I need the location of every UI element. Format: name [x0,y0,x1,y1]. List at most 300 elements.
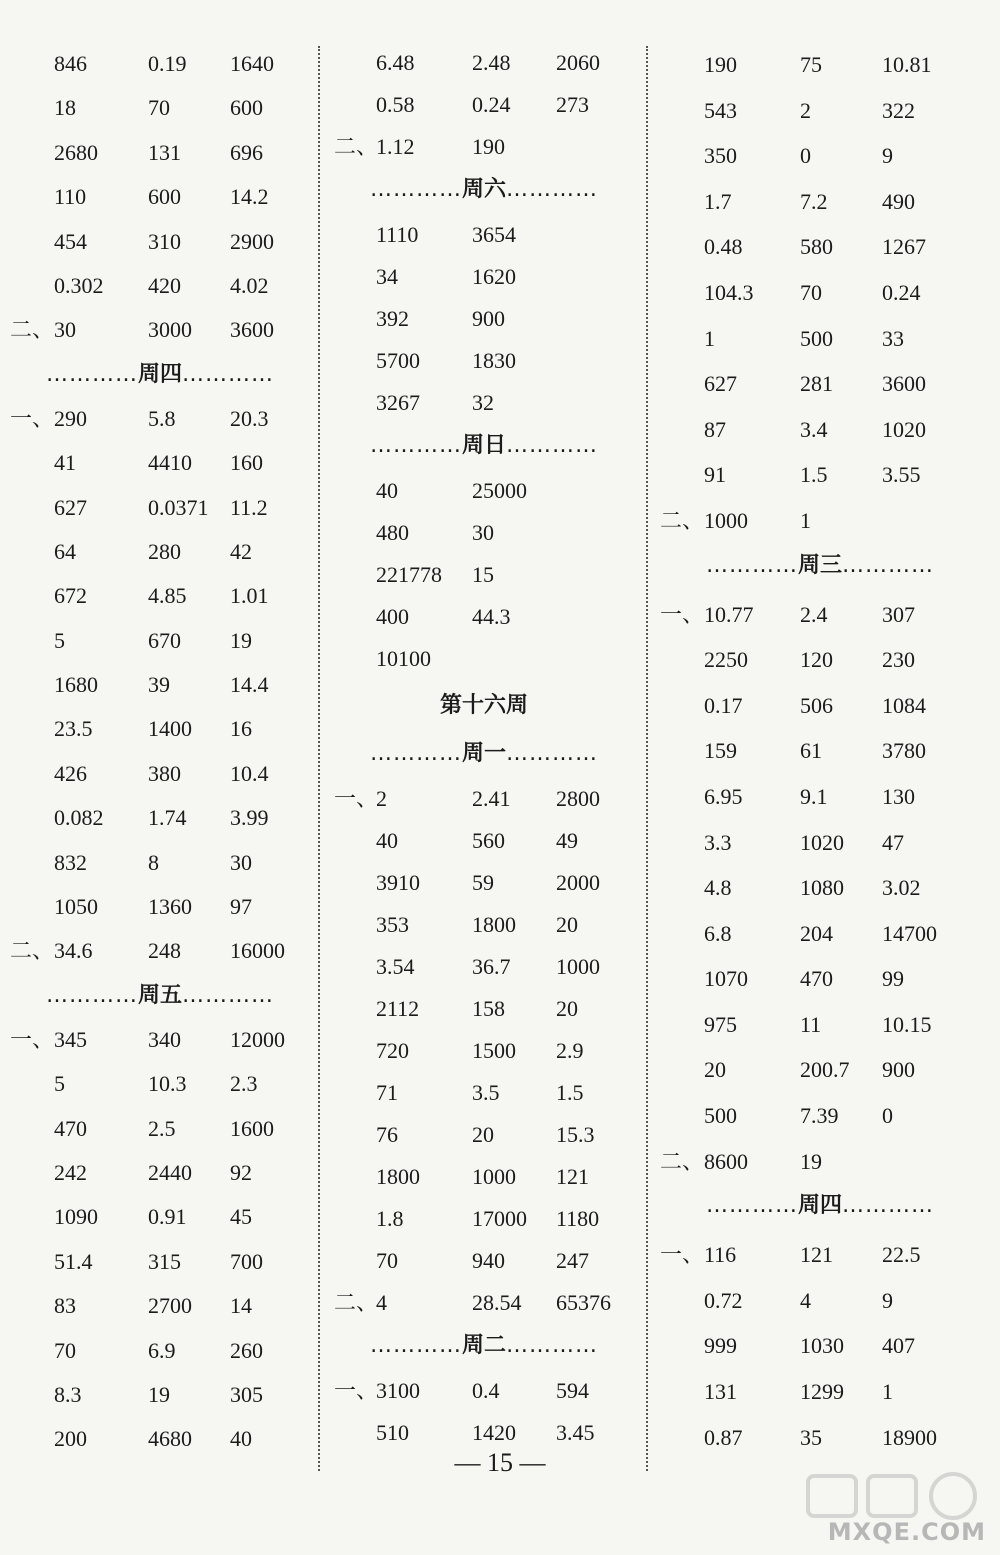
answer-value: 25000 [472,478,527,503]
answer-value: 3267 [376,390,420,415]
answer-value: 0.58 [376,92,415,117]
answer-row [660,88,980,134]
answer-value: 380 [148,760,181,786]
answer-value: 3.55 [882,462,921,488]
answer-value: 200.7 [800,1057,850,1083]
answer-value: 5 [54,627,65,653]
dotted-leader: ………… [369,177,462,202]
answer-value: 91 [704,462,726,488]
answer-value: 940 [472,1248,505,1273]
answer-value: 260 [230,1337,263,1363]
answer-value: 322 [882,97,915,123]
question-number: 一、 [334,786,379,811]
answer-value: 0.17 [704,692,743,718]
answer-value: 0 [882,1103,893,1129]
answer-value: 10100 [376,646,431,671]
answer-value: 16 [230,716,252,742]
answer-value: 160 [230,450,263,476]
column-divider-2 [646,46,648,1471]
answer-row [334,904,634,946]
answer-value: 0 [800,143,811,169]
answer-value: 1360 [148,894,192,920]
answer-value: 7.39 [800,1103,839,1129]
answer-row [660,1139,980,1185]
answer-value: 131 [704,1379,737,1405]
answer-value: 190 [472,134,505,159]
answer-value: 121 [556,1164,589,1189]
answer-value: 2.3 [230,1071,258,1097]
answer-row [660,498,980,544]
answer-value: 35 [800,1424,822,1450]
day-heading-label: 周四 [137,361,182,387]
answer-value: 627 [704,371,737,397]
question-number: 二、 [10,938,55,964]
answer-row [660,911,980,957]
day-heading [334,168,634,214]
answer-value: 2900 [230,228,274,254]
answer-value: 696 [230,139,263,165]
answer-value: 700 [230,1248,263,1274]
day-heading-label: 周一 [461,741,506,766]
answer-row [10,752,310,796]
answer-value: 400 [376,604,409,629]
answer-row [660,592,980,638]
answer-value: 1020 [882,416,926,442]
answer-value: 1800 [376,1164,420,1189]
dotted-leader: ………… [182,982,274,1008]
answer-value: 3654 [472,222,516,247]
answer-value: 248 [148,938,181,964]
answer-row [10,1195,310,1239]
answer-value: 454 [54,228,87,254]
answer-value: 510 [376,1420,409,1445]
answer-value: 1.12 [376,134,415,159]
answer-value: 420 [148,272,181,298]
answer-row [334,778,634,820]
dotted-leader: ………… [45,361,138,387]
answer-value: 2.9 [556,1038,584,1063]
dotted-leader: ………… [842,552,934,578]
answer-value: 30 [230,849,252,875]
answer-value: 64 [54,538,76,564]
answer-value: 3910 [376,870,420,895]
answer-value: 1000 [472,1164,516,1189]
answer-value: 0.19 [148,51,187,76]
answer-value: 15 [472,562,494,587]
answer-row [334,820,634,862]
answer-value: 1084 [882,692,926,718]
answer-row [334,298,634,340]
answer-value: 470 [54,1115,87,1141]
answer-row [660,407,980,453]
answer-value: 543 [704,97,737,123]
answer-value: 42 [230,538,252,564]
dotted-leader: ………… [506,741,598,766]
answer-value: 1620 [472,264,516,289]
answer-value: 5 [54,1071,65,1097]
answer-value: 273 [556,92,589,117]
answer-value: 5.8 [148,405,176,431]
answer-value: 7.2 [800,188,828,214]
answer-value: 975 [704,1011,737,1037]
answer-value: 59 [472,870,494,895]
answer-value: 8600 [704,1148,748,1174]
answer-value: 1.74 [148,805,187,831]
answer-row [660,865,980,911]
answer-value: 4 [376,1290,387,1315]
answer-value: 30 [54,317,76,343]
answer-value: 0.24 [882,279,921,305]
answer-row [334,1072,634,1114]
answer-value: 1030 [800,1333,844,1359]
answer-row [660,774,980,820]
answer-row [10,707,310,751]
answer-value: 506 [800,692,833,718]
answer-value: 1020 [800,829,844,855]
answer-value: 281 [800,371,833,397]
answer-row [10,885,310,929]
answer-value: 345 [54,1026,87,1052]
answer-value: 2.5 [148,1115,176,1141]
day-heading [334,732,634,778]
answer-row [334,382,634,424]
answer-row [334,596,634,638]
dotted-leader: ………… [705,1193,798,1219]
answer-value: 2112 [376,996,420,1021]
answer-row [10,1018,310,1062]
answer-value: 4.02 [230,272,269,298]
answer-row [334,340,634,382]
dotted-leader: ………… [369,1333,462,1358]
answer-row [660,1002,980,1048]
answer-value: 11.2 [230,494,268,520]
answer-row [334,1114,634,1156]
answer-value: 40 [376,478,398,503]
answer-value: 9.1 [800,783,828,809]
answer-value: 1000 [556,954,600,979]
answer-value: 1 [800,507,811,533]
answer-row [10,841,310,885]
answer-value: 1.8 [376,1206,404,1231]
answer-row [660,1093,980,1139]
answer-row [660,42,980,88]
answer-value: 41 [54,450,76,476]
answer-value: 1.5 [800,462,828,488]
answer-value: 3.02 [882,875,921,901]
question-number: 二、 [334,134,379,159]
question-number: 一、 [10,1026,55,1052]
answer-value: 47 [882,829,904,855]
answer-value: 3600 [882,371,926,397]
dotted-leader: ………… [45,982,138,1008]
day-heading [660,544,980,592]
answer-value: 1080 [800,875,844,901]
answer-value: 407 [882,1333,915,1359]
answer-column-right [660,42,980,1460]
answer-row [660,361,980,407]
answer-column-middle [334,42,634,1454]
answer-value: 2800 [556,786,600,811]
answer-value: 353 [376,912,409,937]
answer-row [334,126,634,168]
answer-row [660,820,980,866]
answer-value: 87 [704,416,726,442]
answer-value: 11 [800,1011,822,1037]
answer-value: 1.5 [556,1080,584,1105]
answer-value: 32 [472,390,494,415]
answer-value: 0.24 [472,92,511,117]
answer-row [334,214,634,256]
answer-value: 204 [800,920,833,946]
answer-row [10,1329,310,1373]
day-heading [10,353,310,397]
answer-value: 20.3 [230,405,269,431]
answer-row [334,638,634,680]
answer-row [10,220,310,264]
answer-value: 18 [54,95,76,121]
day-heading [10,974,310,1018]
answer-row [660,224,980,270]
answer-row [660,316,980,362]
answer-value: 1400 [148,716,192,742]
answer-value: 280 [148,538,181,564]
answer-value: 426 [54,760,87,786]
answer-value: 4410 [148,450,192,476]
answer-row [10,1373,310,1417]
answer-value: 121 [800,1242,833,1268]
answer-value: 1680 [54,672,98,698]
answer-row [10,1062,310,1106]
answer-value: 70 [800,279,822,305]
dotted-leader: ………… [506,1333,598,1358]
answer-value: 20 [472,1122,494,1147]
answer-value: 97 [230,894,252,920]
answer-value: 61 [800,738,822,764]
answer-value: 4.85 [148,583,187,609]
answer-row [334,1282,634,1324]
answer-value: 17000 [472,1206,527,1231]
answer-value: 10.4 [230,760,269,786]
answer-value: 3000 [148,317,192,343]
answer-value: 40 [230,1426,252,1452]
answer-value: 1180 [556,1206,600,1231]
answer-value: 470 [800,966,833,992]
answer-value: 2060 [556,50,600,75]
answer-value: 1640 [230,51,274,76]
answer-value: 6.95 [704,783,743,809]
question-number: 二、 [334,1290,379,1315]
answer-value: 1070 [704,966,748,992]
answer-value: 10.77 [704,601,754,627]
answer-value: 0.0371 [148,494,209,520]
answer-value: 310 [148,228,181,254]
answer-row [660,1369,980,1415]
dotted-leader: ………… [506,433,598,458]
answer-column-left [10,42,310,1462]
answer-value: 500 [800,325,833,351]
answer-value: 1.01 [230,583,269,609]
answer-row [10,441,310,485]
question-number: 二、 [660,1148,705,1174]
dotted-leader: ………… [842,1193,934,1219]
answer-value: 999 [704,1333,737,1359]
answer-value: 2000 [556,870,600,895]
dotted-leader: ………… [705,552,798,578]
answer-row [660,1232,980,1278]
answer-row [10,1151,310,1195]
answer-value: 1420 [472,1420,516,1445]
question-number: 一、 [10,405,55,431]
answer-value: 6.8 [704,920,732,946]
answer-row [10,86,310,130]
answer-value: 900 [472,306,505,331]
answer-value: 14 [230,1293,252,1319]
answer-row [334,1030,634,1072]
answer-value: 104.3 [704,279,754,305]
answer-row [10,574,310,618]
answer-value: 2.48 [472,50,511,75]
answer-value: 2 [800,97,811,123]
answer-value: 15.3 [556,1122,595,1147]
answer-value: 19 [800,1148,822,1174]
answer-value: 3.99 [230,805,269,831]
answer-value: 18900 [882,1424,937,1450]
answer-row [660,728,980,774]
answer-value: 580 [800,234,833,260]
answer-value: 28.54 [472,1290,522,1315]
answer-value: 1800 [472,912,516,937]
answer-row [10,397,310,441]
answer-value: 1090 [54,1204,98,1230]
answer-row [334,1156,634,1198]
question-number: 一、 [334,1378,379,1403]
answer-value: 1500 [472,1038,516,1063]
answer-value: 1600 [230,1115,274,1141]
answer-row [10,530,310,574]
answer-value: 34 [376,264,398,289]
answer-value: 1.7 [704,188,732,214]
dotted-leader: ………… [369,433,462,458]
answer-row [10,264,310,308]
question-number: 二、 [10,317,55,343]
answer-value: 20 [704,1057,726,1083]
answer-value: 44.3 [472,604,511,629]
week-title: 第十六周 [439,693,528,718]
answer-row [334,862,634,904]
day-heading-label: 周四 [797,1193,842,1219]
answer-value: 92 [230,1159,252,1185]
answer-value: 290 [54,405,87,431]
answer-value: 70 [54,1337,76,1363]
answer-row [10,1107,310,1151]
answer-row [10,619,310,663]
answer-value: 116 [704,1242,737,1268]
answer-value: 315 [148,1248,181,1274]
answer-row [10,486,310,530]
answer-row [10,308,310,352]
answer-value: 1830 [472,348,516,373]
answer-value: 16000 [230,938,285,964]
answer-value: 0.48 [704,234,743,260]
answer-value: 672 [54,583,87,609]
answer-value: 1110 [376,222,419,247]
answer-value: 0.72 [704,1287,743,1313]
answer-value: 110 [54,184,87,210]
answer-value: 3.4 [800,416,828,442]
answer-value: 1299 [800,1379,844,1405]
answer-value: 14.2 [230,184,269,210]
answer-value: 14.4 [230,672,269,698]
answer-value: 10.3 [148,1071,187,1097]
answer-value: 670 [148,627,181,653]
answer-value: 0.87 [704,1424,743,1450]
answer-value: 720 [376,1038,409,1063]
day-heading-label: 周五 [137,982,182,1008]
answer-value: 594 [556,1378,589,1403]
answer-row [334,470,634,512]
answer-row [660,637,980,683]
dotted-leader: ………… [182,361,274,387]
answer-value: 33 [882,325,904,351]
answer-value: 99 [882,966,904,992]
answer-value: 3.45 [556,1420,595,1445]
answer-row [10,929,310,973]
answer-value: 8.3 [54,1381,82,1407]
answer-row [10,1240,310,1284]
answer-value: 0.91 [148,1204,187,1230]
answer-value: 9 [882,143,893,169]
answer-row [10,796,310,840]
answer-value: 3100 [376,1378,420,1403]
answer-value: 130 [882,783,915,809]
answer-value: 2250 [704,647,748,673]
column-divider-1 [318,46,320,1471]
answer-value: 0.4 [472,1378,500,1403]
answer-value: 4.8 [704,875,732,901]
answer-row [660,683,980,729]
answer-value: 10.15 [882,1011,932,1037]
answer-value: 65376 [556,1290,611,1315]
answer-row [334,1198,634,1240]
answer-value: 159 [704,738,737,764]
answer-value: 4680 [148,1426,192,1452]
answer-value: 5700 [376,348,420,373]
answer-value: 200 [54,1426,87,1452]
answer-value: 19 [148,1381,170,1407]
answer-row [334,554,634,596]
answer-value: 12000 [230,1026,285,1052]
day-heading [334,424,634,470]
answer-value: 900 [882,1057,915,1083]
answer-value: 0.302 [54,272,104,298]
answer-value: 230 [882,647,915,673]
answer-value: 9 [882,1287,893,1313]
answer-value: 190 [704,52,737,77]
answer-value: 70 [376,1248,398,1273]
answer-value: 221778 [376,562,442,587]
answer-row [10,1284,310,1328]
question-number: 一、 [660,601,705,627]
answer-value: 392 [376,306,409,331]
answer-row [10,663,310,707]
answer-value: 247 [556,1248,589,1273]
answer-value: 600 [148,184,181,210]
question-number: 二、 [660,507,705,533]
answer-value: 20 [556,912,578,937]
answer-value: 83 [54,1293,76,1319]
answer-value: 350 [704,143,737,169]
answer-value: 305 [230,1381,263,1407]
